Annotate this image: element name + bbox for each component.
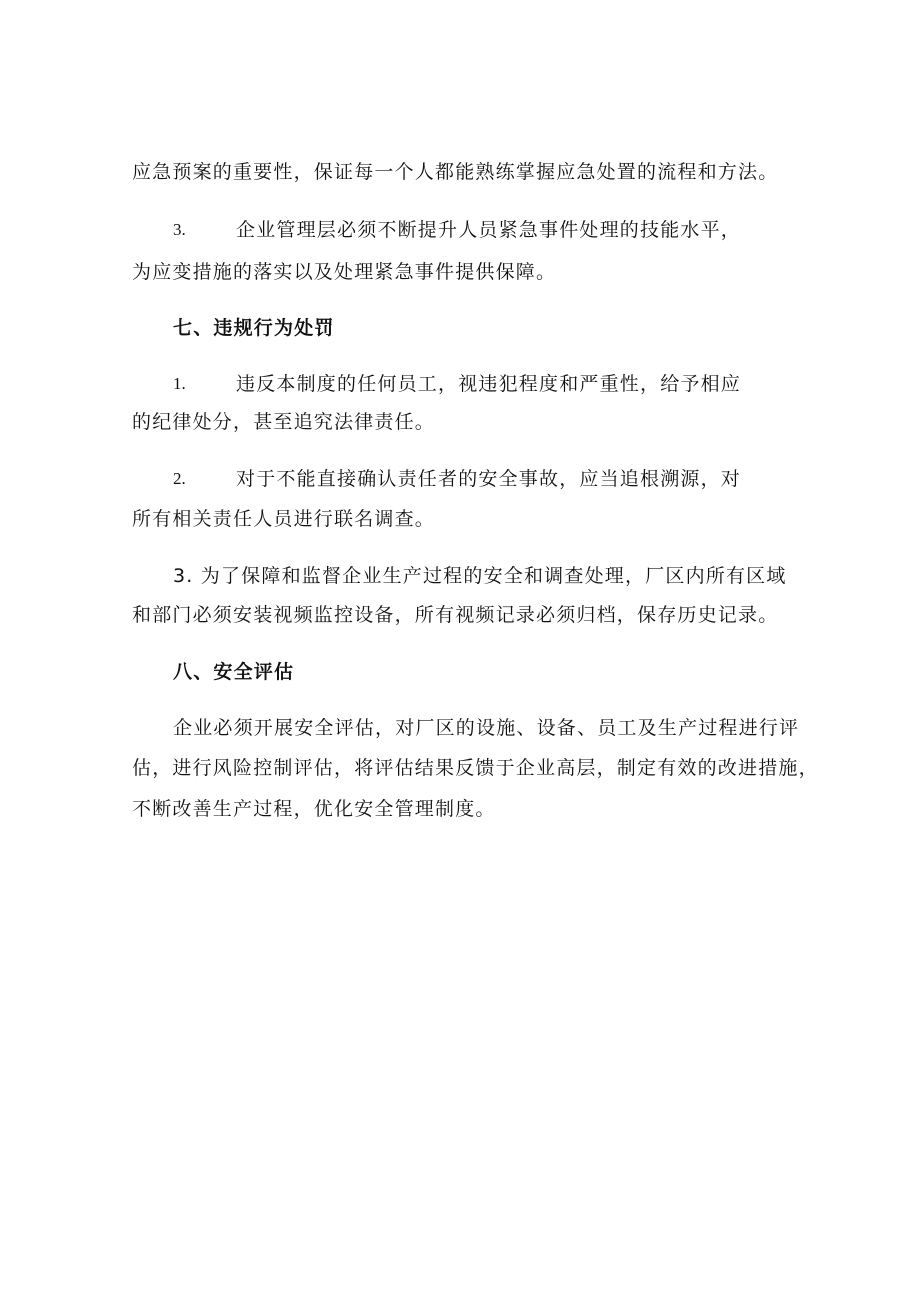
- list-item-text-continuation: 和部门必须安装视频监控设备，所有视频记录必须归档，保存历史记录。: [132, 604, 779, 626]
- list-item-number: 2.: [173, 469, 186, 488]
- list-item-number: 1.: [173, 374, 186, 393]
- list-item-text-continuation: 的纪律处分，甚至追究法律责任。: [132, 411, 436, 433]
- paragraph-line: 企业必须开展安全评估，对厂区的设施、设备、员工及生产过程进行评: [173, 717, 800, 739]
- list-item-text: 违反本制度的任何员工，视违犯程度和严重性，给予相应: [236, 373, 742, 395]
- section-heading-safety-assessment: 八、安全评估: [173, 661, 295, 683]
- paragraph-continuation: 应急预案的重要性，保证每一个人都能熟练掌握应急处置的流程和方法。: [132, 161, 779, 183]
- list-item-text-continuation: 所有相关责任人员进行联名调查。: [132, 508, 436, 530]
- paragraph-line: 估，进行风险控制评估，将评估结果反馈于企业高层，制定有效的改进措施，: [132, 757, 819, 779]
- list-item-text: 对于不能直接确认责任者的安全事故，应当追根溯源，对: [236, 468, 742, 490]
- list-item-text: 企业管理层必须不断提升人员紧急事件处理的技能水平，: [236, 219, 742, 241]
- paragraph-line: 不断改善生产过程，优化安全管理制度。: [132, 798, 496, 820]
- list-item-text: 3. 为了保障和监督企业生产过程的安全和调查处理，厂区内所有区域: [173, 565, 787, 587]
- list-item-number: 3.: [173, 220, 186, 239]
- section-heading-violations: 七、违规行为处罚: [173, 317, 335, 339]
- list-item-text-continuation: 为应变措施的落实以及处理紧急事件提供保障。: [132, 261, 557, 283]
